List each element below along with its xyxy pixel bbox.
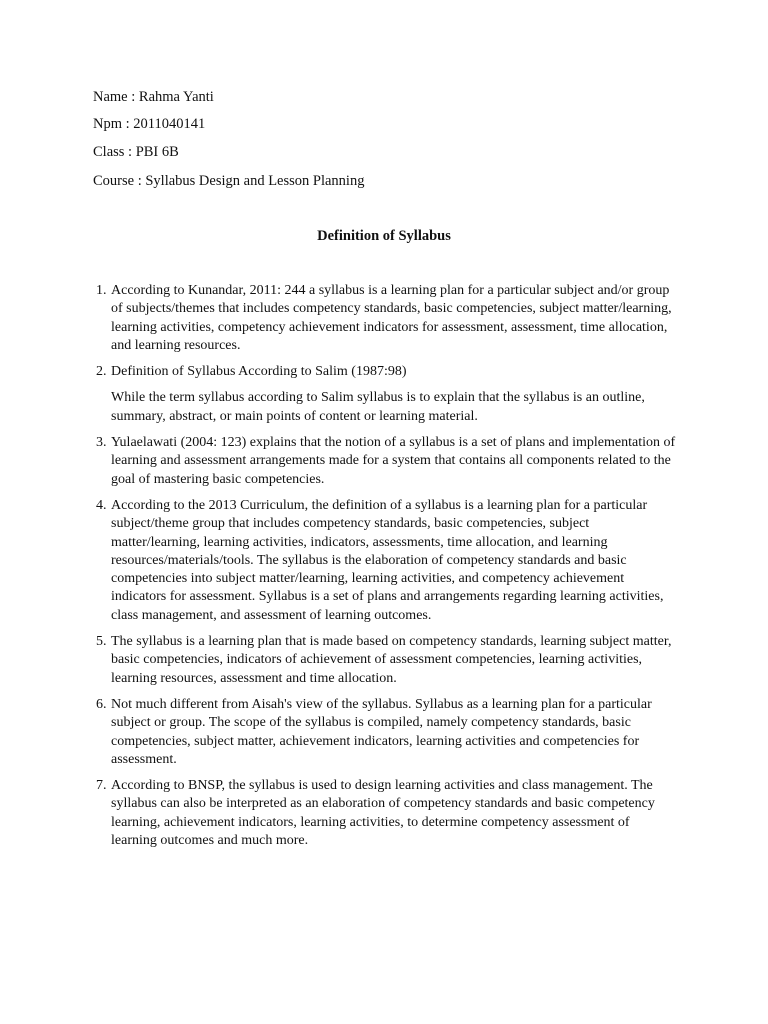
list-item-text: Definition of Syllabus According to Salim (1987:98) xyxy=(111,364,407,380)
list-item-text: According to BNSP, the syllabus is used to design learning activities and class management. The syllabus can also be interpreted as an elaboration of competency standards and basic competency learning, achievement indicators, learning activities, to determine competency assessment of learning outcomes and much more. xyxy=(111,778,655,849)
list-item-text: Yulaelawati (2004: 123) explains that the notion of a syllabus is a set of plans and implementation of learning and assessment arrangements made for a system that contains all components related to the goal of mastering basic competencies. xyxy=(111,435,676,487)
list-number: 6. xyxy=(96,696,107,712)
list-number: 1. xyxy=(96,283,107,298)
list-item-subtext: While the term syllabus according to Salim syllabus is to explain that the syllabus is an outline, summary, abstract, or main points of content or learning material. xyxy=(111,390,645,424)
list-number: 4. xyxy=(96,497,107,513)
list-item-text: According to the 2013 Curriculum, the definition of a syllabus is a learning plan for a particular subject/theme group that includes competency standards, basic competencies, subject matter/learning, learning activities, indicators, assessments, time allocation, and learning resources/materials/tools. The syllabus is the elaboration of competency standards and basic competencies into subject matter/learning, learning activities, and competency achievement indicators for assessment. Syllabus is a set of plans and arrangements regarding learning activities, class management, and assessment of learning outcomes. xyxy=(111,497,664,623)
list-item xyxy=(96,434,676,489)
list-item xyxy=(96,633,676,688)
list-item-text: According to Kunandar, 2011: 244 a syllabus is a learning plan for a particular subject and/or group of subjects/themes that includes competency standards, basic competencies, subject matter/learning, learning activities, competency achievement indicators for assessment, assessment, time allocation, and learning resources. xyxy=(111,283,672,353)
list-number: 7. xyxy=(96,778,107,794)
list-item xyxy=(96,777,676,850)
list-number: 2. xyxy=(96,364,107,380)
student-npm: Npm : 2011040141 xyxy=(93,116,206,132)
document-title: Definition of Syllabus xyxy=(317,228,451,244)
list-number: 3. xyxy=(96,435,107,451)
definition-list xyxy=(96,282,676,858)
list-item xyxy=(96,696,676,769)
list-number: 5. xyxy=(96,634,107,650)
list-item xyxy=(96,363,676,426)
list-item xyxy=(96,282,676,355)
student-class: Class : PBI 6B xyxy=(93,144,179,160)
list-item xyxy=(96,497,676,625)
list-item-text: Not much different from Aisah's view of the syllabus. Syllabus as a learning plan for a particular subject or group. The scope of the syllabus is compiled, namely competency standards, basic competencies, subject matter, achievement indicators, learning activities and competencies for assessment. xyxy=(111,696,652,767)
course-name: Course : Syllabus Design and Lesson Planning xyxy=(93,173,365,189)
list-item-text: The syllabus is a learning plan that is made based on competency standards, learning subject matter, basic competencies, indicators of achievement of assessment competencies, learning activities, learning resources, assessment and time allocation. xyxy=(111,634,672,686)
student-name: Name : Rahma Yanti xyxy=(93,89,214,105)
